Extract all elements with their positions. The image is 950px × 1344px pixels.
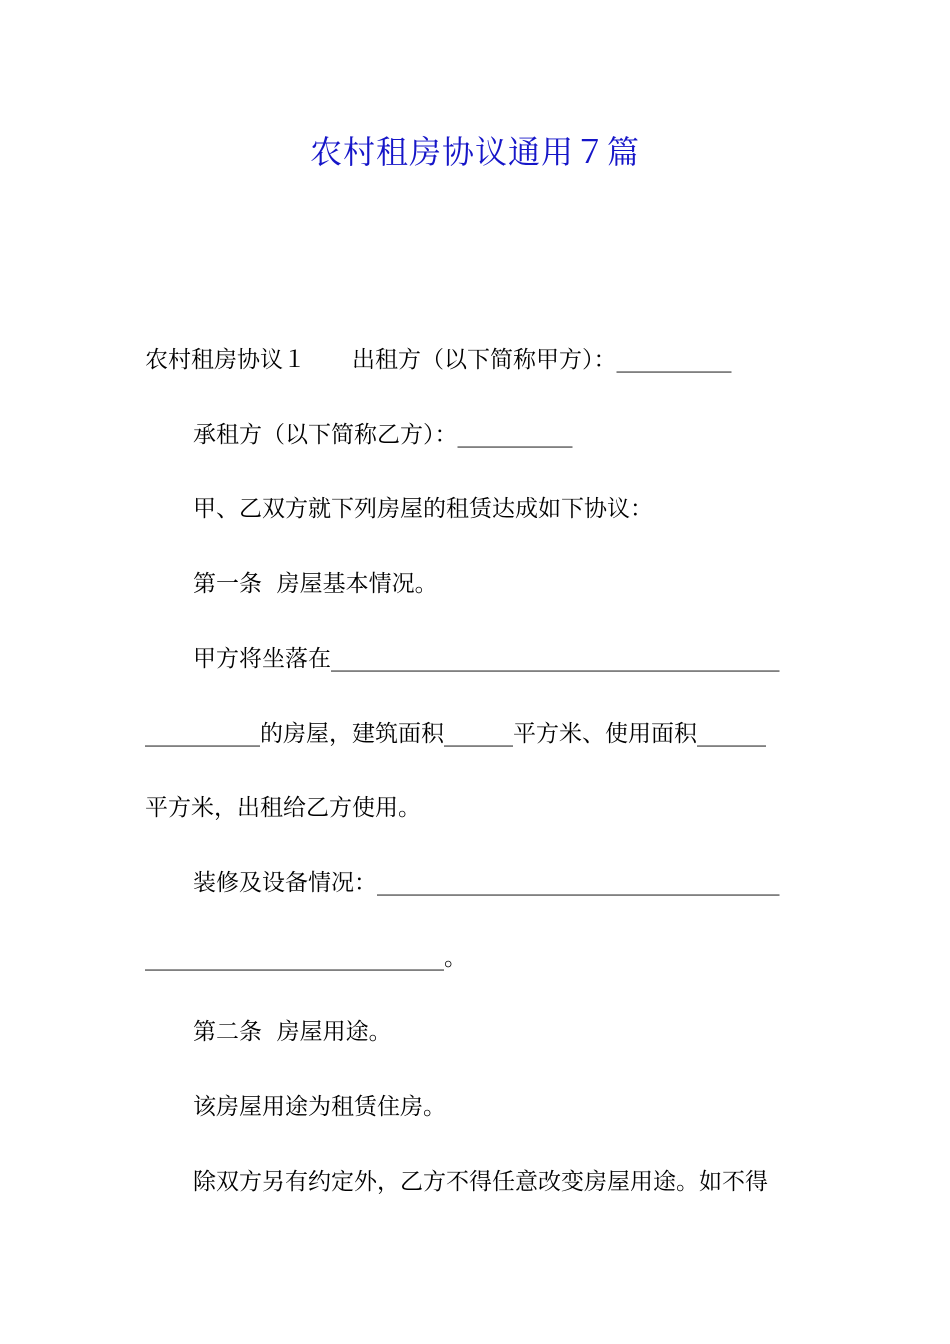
paragraph-location: 甲方将坐落在_______________________________________ [193,646,780,672]
article-1-heading: 第一条 房屋基本情况。 [193,571,438,597]
paragraph-area: __________的房屋，建筑面积______平方米、使用面积______ [145,721,766,747]
paragraph-decoration: 装修及设备情况：___________________________________ [193,870,780,896]
paragraph-decoration-cont: __________________________。 [145,945,467,971]
paragraph-lessor: 农村租房协议１ 出租方（以下简称甲方）：__________ [145,347,732,373]
paragraph-agreement-intro: 甲、乙双方就下列房屋的租赁达成如下协议： [193,496,653,522]
document-title: 农村租房协议通用７篇 [309,133,640,171]
paragraph-usage-restriction: 除双方另有约定外，乙方不得任意改变房屋用途。如不得 [193,1169,768,1195]
paragraph-lessee: 承租方（以下简称乙方）：__________ [193,422,573,448]
paragraph-lease-to: 平方米，出租给乙方使用。 [145,795,421,821]
article-2-heading: 第二条 房屋用途。 [193,1019,392,1045]
paragraph-usage: 该房屋用途为租赁住房。 [193,1094,446,1120]
